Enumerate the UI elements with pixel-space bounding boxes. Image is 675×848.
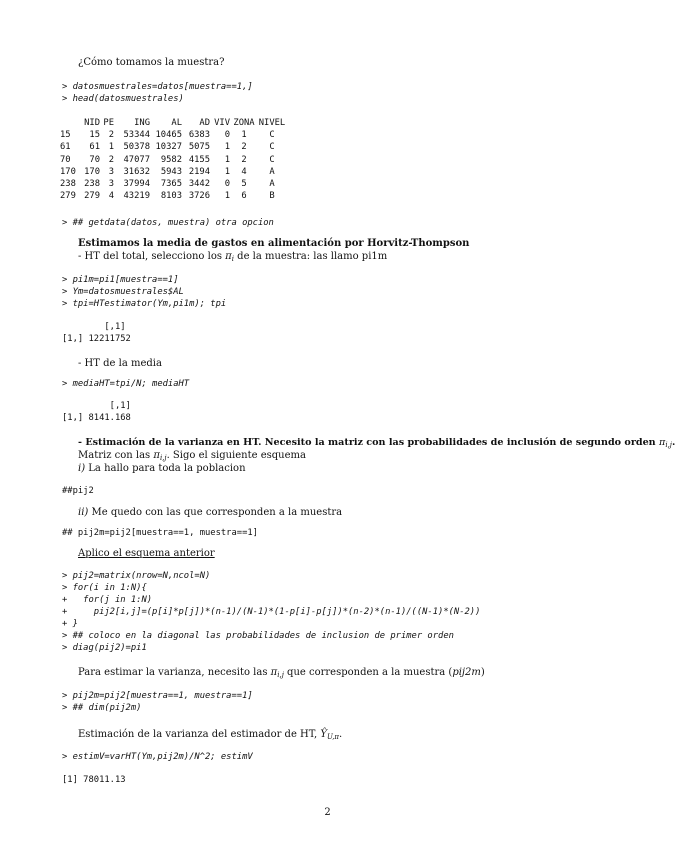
section-heading: Estimamos la media de gastos en alimentación por Horvitz-Thompson	[78, 238, 470, 249]
table-header-cell: NIVEL	[258, 118, 286, 128]
table-cell: 15	[60, 130, 71, 141]
code-line: > pi1m=pi1[muestra==1]	[62, 275, 179, 285]
table-header-cell: PE	[103, 118, 114, 128]
section-heading: - Estimación de la varianza en HT. Necesito la matriz con las probabilidades de inclusión de segundo orden $\pi_{i,j}$.	[78, 437, 675, 449]
table-cell: 10465	[155, 130, 182, 141]
code-line: + for(j in 1:N)	[62, 595, 153, 605]
table-cell: 4	[241, 166, 247, 177]
table-cell: 2	[241, 142, 247, 153]
table-header-cell: ING	[134, 118, 150, 128]
table-cell: 61	[89, 142, 100, 153]
table-cell: 61	[60, 142, 71, 153]
code-line: > ## coloco en la diagonal las probabilidades de inclusion de primer orden	[62, 631, 454, 641]
table-cell: 70	[89, 154, 100, 165]
output-line: [1,] 8141.168	[62, 413, 131, 423]
table-cell: 37994	[123, 179, 150, 190]
table-cell: 0	[224, 179, 230, 190]
table-cell: 6	[241, 191, 247, 202]
table-row	[60, 190, 286, 202]
table-cell: 1	[108, 142, 114, 153]
code-line: > pij2m=pij2[muestra==1, muestra==1]	[62, 691, 253, 701]
table-cell: 2	[108, 154, 114, 165]
paragraph: ii) Me quedo con las que corresponden a la muestra	[78, 507, 343, 518]
table-cell: 279	[60, 191, 76, 202]
output-line: [,1]	[62, 401, 131, 411]
table-header-cell: AL	[171, 118, 182, 128]
table-cell: 10327	[155, 142, 182, 153]
table-cell: 15	[89, 130, 100, 141]
table-cell: 1	[224, 166, 230, 177]
table-cell: 9582	[160, 154, 182, 165]
paragraph: - HT de la media	[78, 358, 162, 369]
table-cell: 5943	[160, 166, 182, 177]
table-cell: 3	[108, 179, 114, 190]
paragraph: Para estimar la varianza, necesito las $\pi_{i,j}$ que corresponden a la muestra (pij2m)	[78, 667, 485, 679]
code-line: + }	[62, 619, 78, 629]
table-cell: 5075	[188, 142, 210, 153]
table-cell: C	[269, 142, 275, 153]
code-line: + pij2[i,j]=(p[i]*p[j])*(n-1)/(N-1)*(1-p[i]-p[j])*(n-2)*(n-1)/((N-1)*(N-2))	[62, 607, 481, 617]
table-cell: 0	[224, 130, 230, 141]
table-cell: 2	[108, 130, 114, 141]
table-row	[60, 141, 286, 153]
code-line: ##pij2	[62, 486, 94, 496]
code-line: > head(datosmuestrales)	[62, 94, 184, 104]
paragraph: - HT del total, selecciono los $\pi_i$ de la muestra: las llamo pi1m	[78, 251, 388, 263]
output-line: [,1]	[62, 322, 126, 332]
table-cell: A	[269, 179, 275, 190]
table-cell: 238	[84, 179, 100, 190]
table-cell: 6383	[188, 130, 210, 141]
table-cell: 4	[108, 191, 114, 202]
table-cell: 2	[241, 154, 247, 165]
code-line: > pij2=matrix(nrow=N,ncol=N)	[62, 571, 211, 581]
table-row	[60, 154, 286, 166]
code-line: ## pij2m=pij2[muestra==1, muestra==1]	[62, 528, 258, 538]
table-cell: 1	[224, 142, 230, 153]
table-cell: 1	[241, 130, 247, 141]
paragraph: Aplico el esquema anterior	[78, 548, 215, 559]
table-cell: 170	[84, 166, 100, 177]
code-line: > mediaHT=tpi/N; mediaHT	[62, 379, 190, 389]
paragraph: Matriz con las $\pi_{i,j}$. Sigo el siguiente esquema	[78, 450, 306, 462]
table-header-cell: NID	[84, 118, 100, 128]
code-line: > tpi=HTestimator(Ym,pi1m); tpi	[62, 299, 227, 309]
table-header-cell: ZONA	[233, 118, 255, 128]
table-row	[60, 129, 286, 141]
table-row	[60, 166, 286, 178]
code-line: > datosmuestrales=datos[muestra==1,]	[62, 82, 253, 92]
table-cell: 279	[84, 191, 100, 202]
table-cell: 47077	[123, 154, 150, 165]
table-cell: 50378	[123, 142, 150, 153]
code-line: > ## getdata(datos, muestra) otra opcion	[62, 218, 274, 228]
table-cell: 5	[241, 179, 247, 190]
output-line: [1] 78011.13	[62, 775, 126, 785]
table-cell: 1	[224, 154, 230, 165]
table-cell: 3726	[188, 191, 210, 202]
table-cell: 70	[60, 154, 71, 165]
table-cell: C	[269, 130, 275, 141]
table-cell: 3	[108, 166, 114, 177]
table-cell: C	[269, 154, 275, 165]
table-header-cell	[60, 117, 78, 129]
table-cell: B	[269, 191, 275, 202]
sample-data-table	[60, 117, 286, 202]
code-line: > diag(pij2)=pi1	[62, 643, 147, 653]
table-cell: 3442	[188, 179, 210, 190]
table-header-row	[60, 117, 286, 129]
table-header-cell: VIV	[214, 118, 230, 128]
table-cell: 4155	[188, 154, 210, 165]
table-cell: 170	[60, 166, 76, 177]
question-how-sample: ¿Cómo tomamos la muestra?	[78, 57, 225, 68]
code-line: > estimV=varHT(Ym,pij2m)/N^2; estimV	[62, 752, 253, 762]
table-cell: 2194	[188, 166, 210, 177]
paragraph: i) La hallo para toda la poblacion	[78, 463, 246, 474]
code-line: > for(i in 1:N){	[62, 583, 147, 593]
table-header-cell: AD	[199, 118, 210, 128]
code-line: > ## dim(pij2m)	[62, 703, 142, 713]
code-line: > Ym=datosmuestrales$AL	[62, 287, 184, 297]
table-cell: 53344	[123, 130, 150, 141]
paragraph: Estimación de la varianza del estimador de HT, $Ŷ_{U,\pi}$.	[78, 729, 343, 741]
page-number: 2	[324, 807, 331, 818]
table-cell: 43219	[123, 191, 150, 202]
table-cell: 238	[60, 179, 76, 190]
table-cell: A	[269, 166, 275, 177]
table-cell: 7365	[160, 179, 182, 190]
table-cell: 31632	[123, 166, 150, 177]
table-cell: 1	[224, 191, 230, 202]
table-cell: 8103	[160, 191, 182, 202]
output-line: [1,] 12211752	[62, 334, 131, 344]
table-row	[60, 178, 286, 190]
